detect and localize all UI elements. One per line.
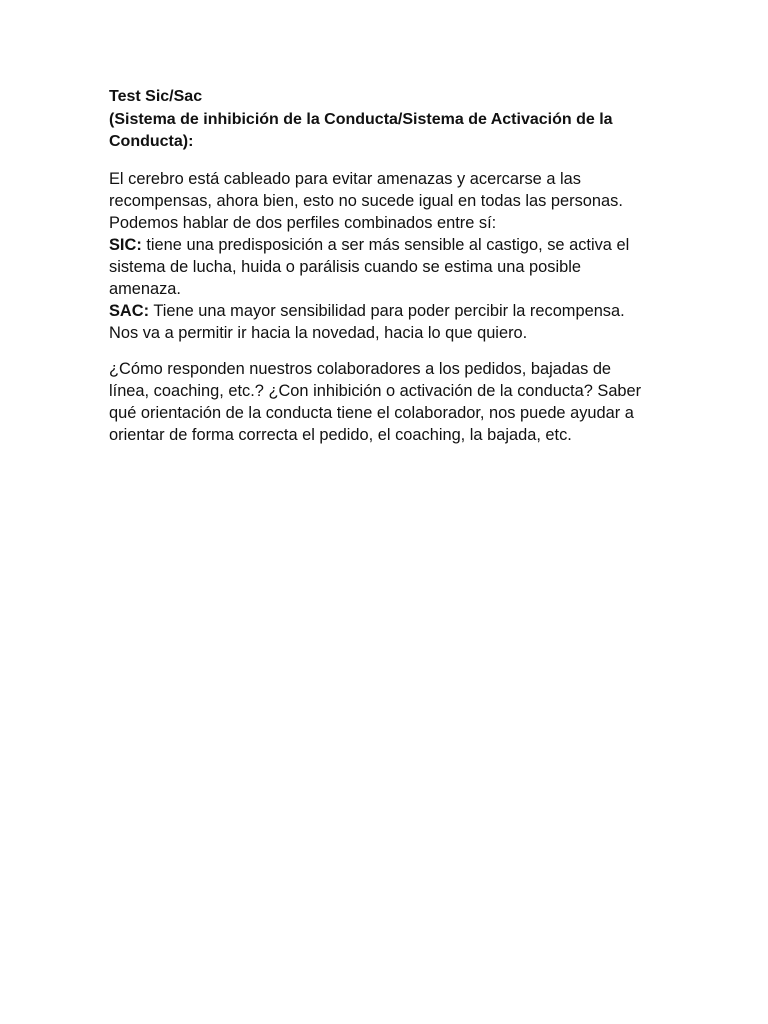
document-heading: [109, 86, 649, 154]
body-paragraph-2: [109, 358, 649, 446]
closing-text: ¿Cómo responden nuestros colaboradores a los pedidos, bajadas de línea, coaching, etc.? ¿Con inhibición o activación de la conducta? Saber qué orientación de la conducta tiene el colaborador, nos puede ayudar a orientar de forma correcta el pedido, el coaching, la bajada, etc.: [109, 359, 642, 444]
sic-text: tiene una predisposición a ser más sensible al castigo, se activa el sistema de lucha, huida o parálisis cuando se estima una posible amenaza.: [109, 235, 630, 298]
sic-label: SIC:: [109, 235, 142, 254]
document-page: [109, 86, 649, 460]
sac-text: Tiene una mayor sensibilidad para poder percibir la recompensa. Nos va a permitir ir hacia la novedad, hacia lo que quiero.: [109, 301, 625, 342]
title-line-1: Test Sic/Sac: [109, 88, 203, 105]
sac-label: SAC:: [109, 301, 150, 320]
body-paragraph-1: [109, 168, 649, 344]
sac-definition: [109, 300, 649, 344]
title-line-2: (Sistema de inhibición de la Conducta/Sistema de Activación de la Conducta):: [109, 110, 613, 150]
sic-definition: [109, 234, 649, 300]
intro-text: El cerebro está cableado para evitar amenazas y acercarse a las recompensas, ahora bien, esto no sucede igual en todas las personas. Podemos hablar de dos perfiles combinados entre sí:: [109, 169, 623, 232]
